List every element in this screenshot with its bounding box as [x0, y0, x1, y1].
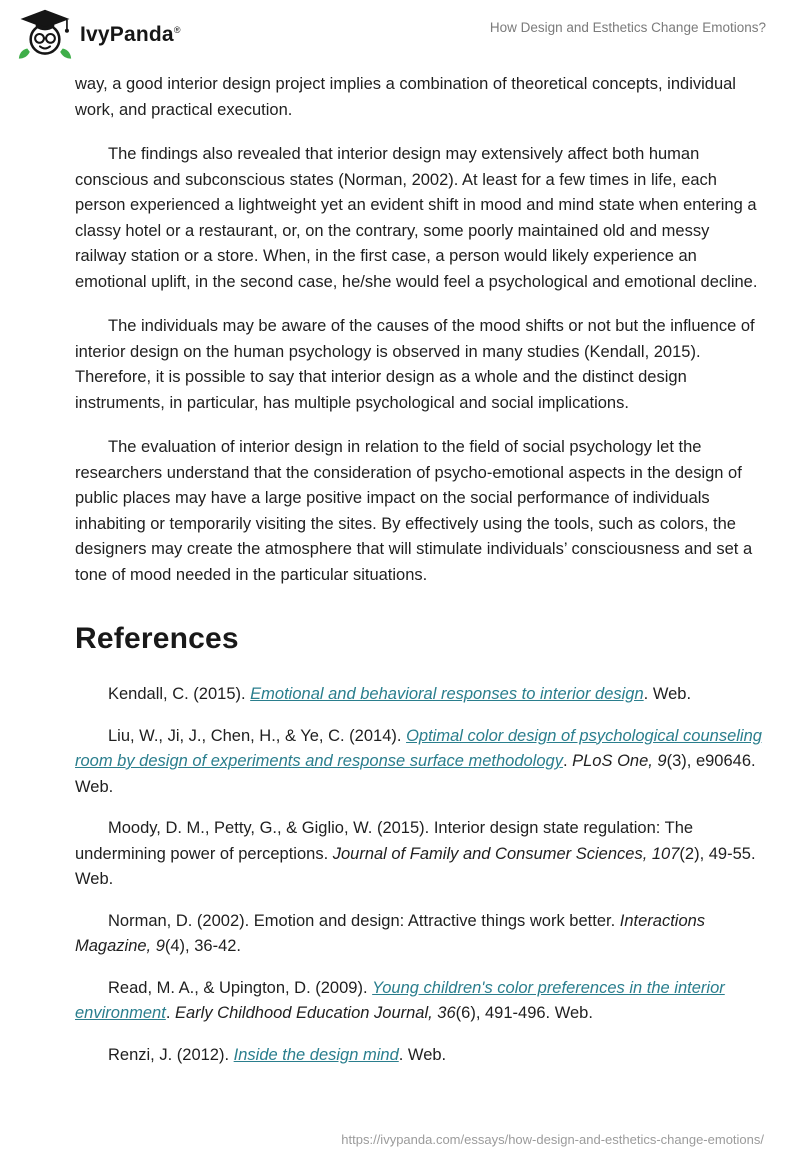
reference-entry: [75, 816, 765, 893]
reference-text: Norman, D. (2002). Emotion and design: Attractive things work better.: [108, 911, 620, 930]
reference-text: .: [165, 1004, 175, 1022]
reference-text: (6), 491-496. Web.: [455, 1004, 593, 1022]
reference-text: Kendall, C. (2015).: [108, 685, 251, 703]
journal-title: Early Childhood Education Journal, 36: [174, 1004, 456, 1022]
page-header: [0, 0, 800, 64]
registered-mark: ®: [173, 25, 181, 35]
reference-entry: [75, 1043, 765, 1069]
journal-title: PLoS One, 9: [572, 752, 667, 770]
document-title: How Design and Esthetics Change Emotions?: [489, 20, 766, 35]
reference-text: Renzi, J. (2012).: [108, 1045, 234, 1064]
journal-title: Journal of Family and Consumer Sciences, 107: [332, 844, 680, 863]
brand-name: [80, 23, 181, 47]
reference-entry: [75, 976, 765, 1027]
ivypanda-logo-icon: [18, 8, 72, 62]
reference-link[interactable]: Inside the design mind: [233, 1045, 399, 1064]
paragraph: The individuals may be aware of the causes of the mood shifts or not but the influence of interior design on the human psychology is observed in many studies (Kendall, 2015). Therefore, it is possible to say that interior design as a whole and the distinct design instruments, in particular, has multiple psychological and social implications.: [75, 317, 755, 412]
brand[interactable]: [18, 8, 181, 62]
paragraph: The findings also revealed that interior design may extensively affect both human conscious and subconscious states (Norman, 2002). At least for a few times in life, each person experienced a lightweight yet an evident shift in mood and mind state when entering a classy hotel or a restaurant, or, on the contrary, some poorly maintained old and messy railway station or a store. When, in the first case, a person would likely experience an emotional uplift, in the second case, he/she would feel a psychological and emotional decline.: [75, 145, 758, 291]
reference-text: (4), 36-42.: [164, 937, 242, 955]
paragraph: way, a good interior design project implies a combination of theoretical concepts, individual work, and practical execution.: [75, 75, 736, 119]
reference-link[interactable]: Optimal color design of psychological counseling room by design of experiments and response surface methodology: [75, 726, 762, 770]
reference-text: . Web.: [643, 685, 692, 703]
reference-entry: [75, 682, 765, 708]
reference-link[interactable]: Emotional and behavioral responses to interior design: [250, 685, 644, 703]
reference-entry: [75, 909, 765, 960]
reference-link[interactable]: Young children's color preferences in the interior environment: [75, 978, 725, 1022]
brand-name-text: IvyPanda: [80, 23, 174, 46]
reference-text: Read, M. A., & Upington, D. (2009).: [108, 978, 373, 997]
page-footer: [341, 1132, 764, 1147]
essay-content: [75, 72, 765, 1068]
paragraph: The evaluation of interior design in relation to the field of social psychology let the researchers understand that the consideration of psycho-emotional aspects in the design of public places may have a large positive impact on the social performance of individuals inhabiting or temporarily visiting the sites. By effectively using the tools, such as colors, the designers may create the atmosphere that will stimulate individuals’ consciousness and set a tone of mood needed in the particular situations.: [75, 438, 753, 584]
reference-text: Moody, D. M., Petty, G., & Giglio, W. (2015). Interior design state regulation: The undermining power of perceptions.: [75, 819, 694, 863]
references-heading: References: [75, 622, 239, 655]
journal-title: Interactions Magazine, 9: [75, 911, 706, 955]
reference-text: Liu, W., Ji, J., Chen, H., & Ye, C. (2014).: [108, 726, 407, 745]
reference-text: . Web.: [398, 1045, 447, 1064]
reference-entry: [75, 724, 765, 801]
reference-text: (3), e90646. Web.: [75, 752, 756, 796]
reference-text: (2), 49-55. Web.: [75, 844, 756, 888]
canonical-url: https://ivypanda.com/essays/how-design-and-esthetics-change-emotions/: [341, 1132, 764, 1147]
reference-text: .: [562, 752, 573, 770]
